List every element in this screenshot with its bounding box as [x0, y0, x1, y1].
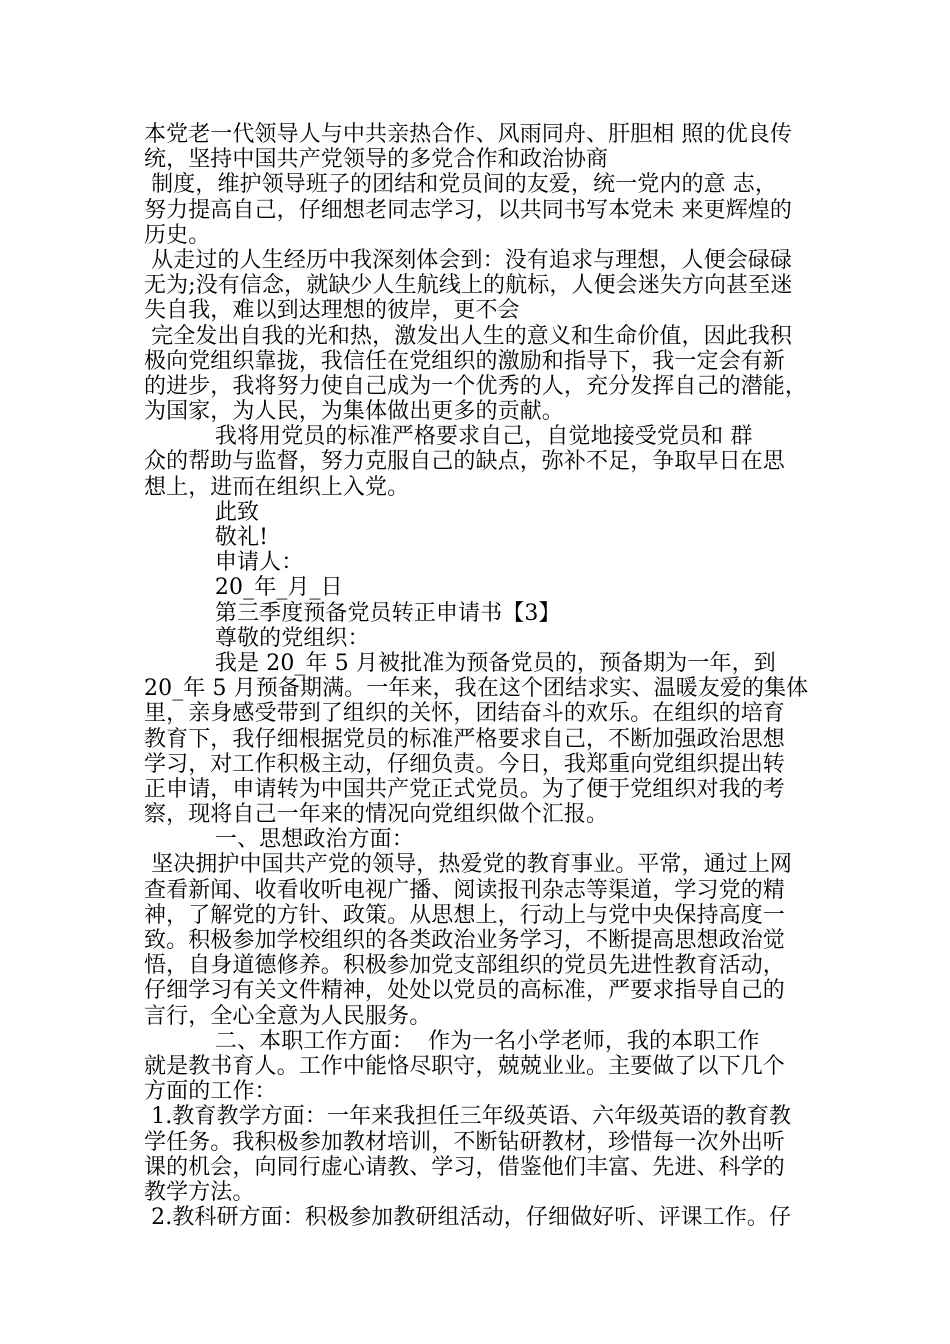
document-body — [144, 122, 824, 1230]
text-line: 我是 20_年 5 月被批准为预备党员的，预备期为一年，到 — [144, 650, 776, 676]
text-line: 2.教科研方面：积极参加教研组活动，仔细做好听、评课工作。仔 — [144, 1205, 792, 1231]
text-line: 1.教育教学方面：一年来我担任三年级英语、六年级英语的教育教 — [144, 1104, 792, 1130]
text-line: 学任务。我积极参加教材培训，不断钻研教材，珍惜每一次外出听 — [144, 1129, 785, 1155]
text-line: 极向党组织靠拢，我信任在党组织的激励和指导下，我一定会有新 — [144, 348, 785, 374]
text-line: 课的机会，向同行虚心请教、学习，借鉴他们丰富、先进、科学的 — [144, 1154, 785, 1180]
text-line: 教学方法。 — [144, 1179, 255, 1205]
text-line: 从走过的人生经历中我深刻体会到：没有追求与理想，人便会碌碌 — [144, 247, 792, 273]
text-line: 为国家，为人民，为集体做出更多的贡献。 — [144, 399, 564, 425]
text-line: 敬礼! — [144, 525, 269, 550]
text-line: 学习，对工作积极主动，仔细负责。今日，我郑重向党组织提出转 — [144, 751, 785, 777]
text-line: 神，了解党的方针、政策。从思想上，行动上与党中央保持高度一 — [144, 902, 785, 928]
text-line: 教育下，我仔细根据党员的标准严格要求自己，不断加强政治思想 — [144, 726, 785, 752]
text-line: 一、思想政治方面： — [144, 827, 414, 853]
text-line: 完全发出自我的光和热，激发出人生的意义和生命价值，因此我积 — [144, 323, 792, 349]
text-line: 就是教书育人。工作中能恪尽职守，兢兢业业。主要做了以下几个 — [144, 1053, 785, 1079]
text-line: 言行，全心全意为人民服务。 — [144, 1003, 432, 1029]
text-line: 里，亲身感受带到了组织的关怀，团结奋斗的欢乐。在组织的培育 — [144, 701, 785, 727]
text-line: 查看新闻、收看收听电视广播、阅读报刊杂志等渠道，学习党的精 — [144, 877, 785, 903]
text-line: 仔细学习有关文件精神，处处以党员的高标准，严要求指导自己的 — [144, 978, 785, 1004]
text-line: 正申请，申请转为中国共产党正式党员。为了便于党组织对我的考 — [144, 776, 785, 802]
text-line: 坚决拥护中国共产党的领导，热爱党的教育事业。平常，通过上网 — [144, 852, 792, 878]
text-line: 此致 — [144, 499, 260, 525]
text-line: 制度，维护领导班子的团结和党员间的友爱，统一党内的意 志， — [144, 172, 777, 198]
text-line: 众的帮助与监督，努力克服自己的缺点，弥补不足，争取早日在思 — [144, 449, 785, 475]
text-line: 20_年 5 月预备期满。一年来，我在这个团结求实、温暖友爱的集体 — [144, 676, 809, 702]
text-line: 尊敬的党组织： — [144, 625, 370, 651]
text-line: 第三季度预备党员转正申请书【3】 — [144, 600, 561, 626]
text-line: 历史。 — [144, 222, 211, 248]
text-line: 的进步，我将努力使自己成为一个优秀的人，充分发挥自己的潜能， — [144, 373, 808, 399]
text-line: 本党老一代领导人与中共亲热合作、风雨同舟、肝胆相 照的优良传 — [144, 122, 792, 147]
text-line: 察，现将自己一年来的情况向党组织做个汇报。 — [144, 802, 609, 828]
text-line: 想上，进而在组织上入党。 — [144, 474, 410, 500]
text-line: 悟，自身道德修养。积极参加党支部组织的党员先进性教育活动， — [144, 953, 785, 979]
text-line: 无为;没有信念，就缺少人生航线上的航标，人便会迷失方向甚至迷 — [144, 273, 793, 299]
text-line: 二、本职工作方面： 作为一名小学老师，我的本职工作 — [144, 1028, 760, 1054]
text-line: 申请人： — [144, 550, 304, 576]
text-line: 努力提高自己，仔细想老同志学习，以共同书写本党未 来更辉煌的 — [144, 197, 792, 223]
text-line: 统，坚持中国共产党领导的多党合作和政治协商 — [144, 147, 609, 173]
text-line: 致。积极参加学校组织的各类政治业务学习，不断提高思想政治觉 — [144, 928, 785, 953]
text-line: 我将用党员的标准严格要求自己，自觉地接受党员和 群 — [144, 424, 753, 450]
text-line: 20_年_月_日 — [144, 575, 343, 601]
text-line: 失自我，难以到达理想的彼岸，更不会 — [144, 298, 520, 324]
text-line: 方面的工作： — [144, 1079, 277, 1105]
